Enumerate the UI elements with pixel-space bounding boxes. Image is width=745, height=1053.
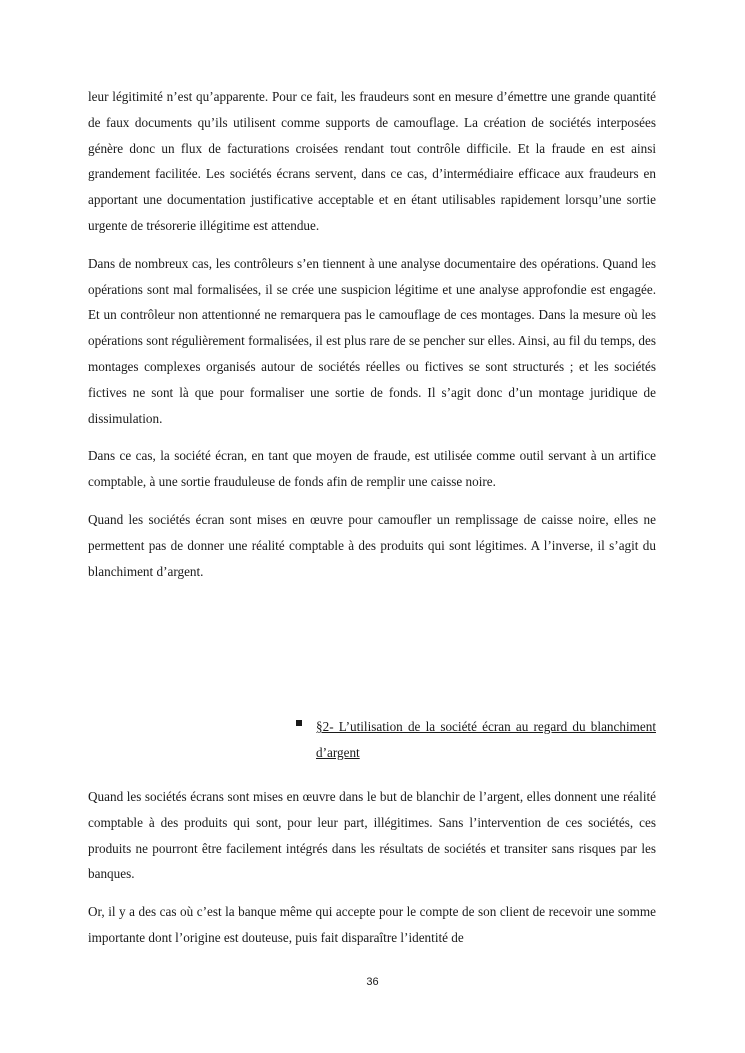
square-bullet-icon: [296, 720, 302, 726]
body-text-bottom: [88, 784, 656, 951]
paragraph-6: Or, il y a des cas où c’est la banque même qui accepte pour le compte de son client de recevoir une somme importante dont l’origine est douteuse, puis fait disparaître l’identité de: [88, 904, 656, 945]
paragraph-3: Dans ce cas, la société écran, en tant que moyen de fraude, est utilisée comme outil servant à un artifice comptable, à une sortie frauduleuse de fonds afin de remplir une caisse noire.: [88, 448, 656, 490]
paragraph-2: Dans de nombreux cas, les contrôleurs s’en tiennent à une analyse documentaire des opérations. Quand les opérations sont mal formalisées, il se crée une suspicion légitime et une analyse approfondie est engagée. Et un contrôleur non attentionné ne remarquera pas le camouflage de ces montages. Dans la mesure où les opérations sont régulièrement formalisées, il est plus rare de se pencher sur elles. Ainsi, au fil du temps, des montages complexes organisés autour de sociétés réelles ou fictives se sont structurés ; et les sociétés fictives ne sont là que pour formaliser une sortie de fonds. Il s’agit donc d’un montage juridique de dissimulation.: [88, 255, 656, 426]
paragraph-1: leur légitimité n’est qu’apparente. Pour ce fait, les fraudeurs sont en mesure d’émettre une grande quantité de faux documents qu’ils utilisent comme supports de camouflage. La création de sociétés interposées génère donc un flux de facturations croisées rendant tout contrôle difficile. Et la fraude en est ainsi grandement facilitée. Les sociétés écrans servent, dans ce cas, d’intermédiaire efficace aux fraudeurs en apportant une documentation justificative acceptable et en étant utilisables rapidement lorsqu’une sortie urgente de trésorerie illégitime est attendue.: [88, 89, 656, 233]
section-heading: [296, 714, 656, 766]
section-heading-text: §2- L’utilisation de la société écran au regard du blanchiment d’argent: [316, 719, 656, 760]
body-text-top: [88, 84, 656, 584]
paragraph-5: Quand les sociétés écrans sont mises en œuvre dans le but de blanchir de l’argent, elles donnent une réalité comptable à des produits qui sont, pour leur part, illégitimes. Sans l’intervention de ces sociétés, ces produits ne pourront être facilement intégrés dans les résultats de sociétés et transiter sans risques par les banques.: [88, 789, 656, 882]
page-number: 36: [366, 976, 379, 988]
paragraph-4: Quand les sociétés écran sont mises en œuvre pour camoufler un remplissage de caisse noire, elles ne permettent pas de donner une réalité comptable à des produits qui sont légitimes. A l’inverse, il s’agit du blanchiment d’argent.: [88, 511, 656, 579]
